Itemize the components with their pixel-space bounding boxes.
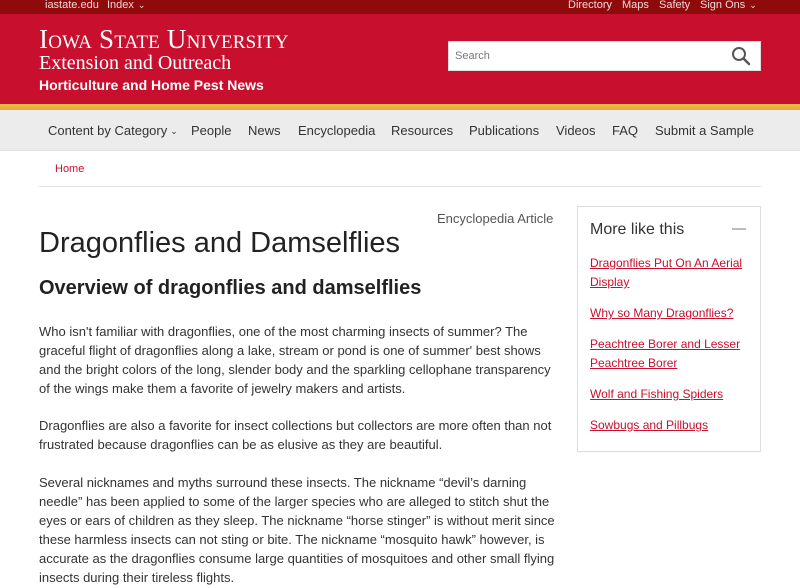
directory-link[interactable]: Directory	[568, 0, 613, 11]
nav-encyclopedia[interactable]: Encyclopedia	[298, 123, 376, 138]
breadcrumb	[55, 163, 84, 175]
nav-news[interactable]: News	[248, 123, 281, 138]
article-paragraph: Dragonflies are also a favorite for insect collections but collectors are more often than not frustrated because dragonflies can be as elusive as they are beautiful.	[39, 418, 552, 452]
site-header	[0, 14, 800, 104]
sign-ons-menu[interactable]	[700, 0, 757, 12]
related-link[interactable]: Peachtree Borer and Lesser Peachtree Borer	[590, 337, 741, 370]
page-title: Dragonflies and Damselflies	[39, 227, 401, 259]
index-menu[interactable]	[107, 0, 145, 12]
utility-bar	[0, 0, 800, 14]
related-articles-panel	[577, 206, 761, 452]
search-icon	[730, 46, 752, 66]
search-button[interactable]	[730, 46, 752, 66]
collapse-icon[interactable]	[732, 228, 746, 230]
nav-submit-a-sample[interactable]: Submit a Sample	[655, 123, 754, 138]
related-link[interactable]: Dragonflies Put On An Aerial Display	[590, 256, 743, 289]
nav-resources[interactable]: Resources	[391, 123, 454, 138]
related-link[interactable]: Why so Many Dragonflies?	[590, 306, 734, 320]
nav-people[interactable]: People	[191, 123, 232, 138]
nav-faq[interactable]: FAQ	[612, 123, 639, 138]
panel-title: More like this	[590, 221, 685, 238]
university-logo-wordmark[interactable]: Iowa State University	[39, 24, 289, 54]
content-type-label: Encyclopedia Article	[437, 211, 554, 226]
iastate-link[interactable]: iastate.edu	[45, 0, 99, 11]
divider	[39, 186, 761, 187]
extension-wordmark[interactable]: Extension and Outreach	[39, 52, 232, 74]
safety-link[interactable]: Safety	[659, 0, 691, 11]
sign-ons-label: Sign Ons	[700, 0, 746, 11]
main-nav	[0, 110, 800, 151]
breadcrumb-home-link[interactable]: Home	[55, 163, 85, 175]
chevron-down-icon: ⌄	[170, 126, 178, 136]
article-subtitle: Overview of dragonflies and damselflies	[39, 277, 422, 299]
nav-publications[interactable]: Publications	[469, 123, 540, 138]
search-input[interactable]	[449, 42, 719, 70]
nav-videos[interactable]: Videos	[556, 123, 596, 138]
chevron-down-icon: ⌄	[137, 0, 146, 10]
maps-link[interactable]: Maps	[622, 0, 649, 11]
related-link[interactable]: Wolf and Fishing Spiders	[590, 387, 724, 401]
index-label: Index	[107, 0, 134, 11]
search-form	[448, 41, 761, 71]
nav-label: Content by Category	[48, 123, 168, 138]
nav-content-by-category[interactable]	[48, 123, 178, 138]
site-name-link[interactable]: Horticulture and Home Pest News	[39, 77, 264, 93]
related-link[interactable]: Sowbugs and Pillbugs	[590, 418, 709, 432]
article-paragraph: Who isn't familiar with dragonflies, one of the most charming insects of summer? The graceful flight of dragonflies along a lake, stream or pond is one of summer' best shows and the bright colors of the long, slender body and the sparkling cellophane transparency of the wings make them a favorite of jewelry makers and artists.	[39, 324, 551, 396]
article-paragraph: Several nicknames and myths surround these insects. The nickname “devil’s darning needle” has been applied to some of the larger species who are alleged to stitch shut the eyes or ears of children as they sleep. The nickname “horse stinger” is without merit since these harmless insects can not sting or bite. The nickname “mosquito hawk” however, is accurate as the dragonflies consume large quantities of mosquitoes and other small flying insects during their tireless flights.	[39, 475, 555, 585]
chevron-down-icon: ⌄	[749, 0, 757, 10]
